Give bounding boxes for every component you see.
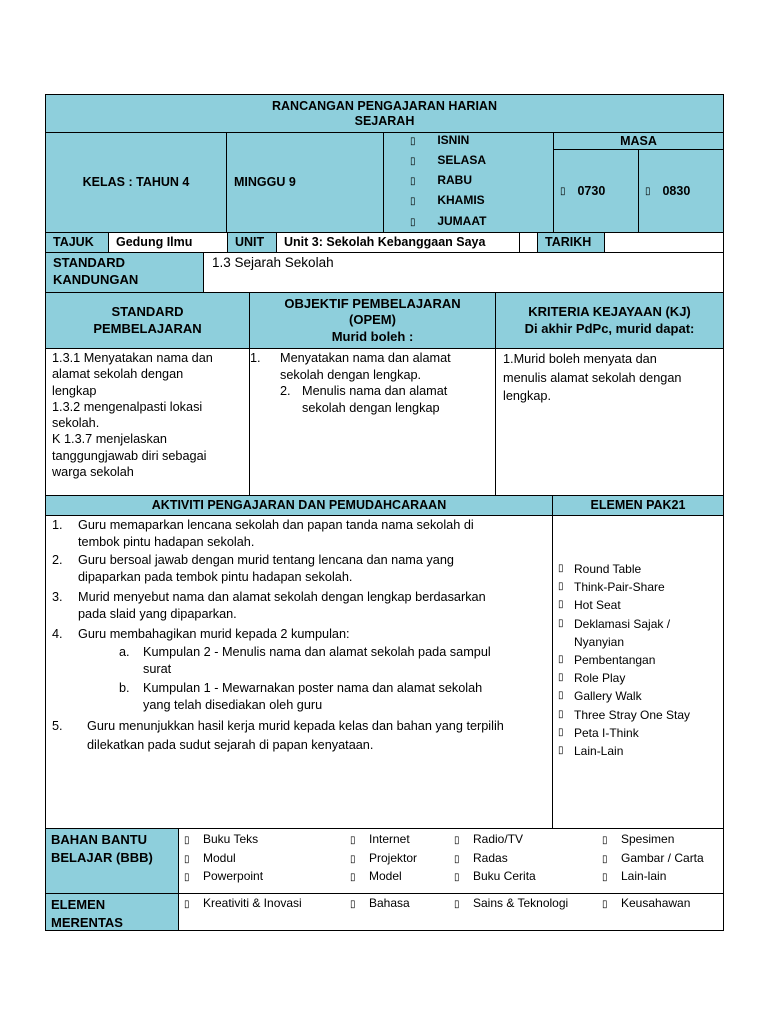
tarikh-label-cell: [537, 232, 605, 253]
aktiviti-subitem-num: a.: [119, 645, 130, 659]
option-label: Buku Teks: [203, 832, 259, 846]
op-item: [280, 383, 448, 416]
option-label: Buku Cerita: [473, 869, 536, 883]
pak21-header: ELEMEN PAK21: [590, 498, 686, 512]
option-checkbox-icon: ▯: [184, 853, 190, 865]
option-label: Powerpoint: [203, 869, 264, 883]
op-item-line: Menyatakan nama dan alamat: [280, 351, 451, 365]
option-label: Radio/TV: [473, 832, 524, 846]
unit-value: Unit 3: Sekolah Kebanggaan Saya: [284, 235, 486, 249]
pak21-item-label: Gallery Walk: [574, 689, 642, 704]
option-checkbox-icon: ▯: [350, 872, 356, 883]
option-checkbox-icon: ▯: [350, 853, 356, 865]
day-label: ISNIN: [437, 133, 470, 147]
aktiviti-item-line: Guru bersoal jawab dengan murid tentang lencana dan nama yang: [78, 553, 454, 567]
aktiviti-item: [52, 717, 504, 755]
sk-value: 1.3 Sejarah Sekolah: [212, 255, 334, 270]
kj-header-cell: [495, 292, 724, 349]
unit-label-cell: [227, 232, 277, 253]
tarikh-label: TARIKH: [545, 235, 592, 249]
aktiviti-item-num: 4.: [52, 627, 63, 641]
aktiviti-subitem-num: b.: [119, 681, 130, 695]
days-cell: [383, 132, 554, 233]
em-label-line2: MERENTAS: [51, 915, 123, 930]
option-item[interactable]: [184, 869, 263, 883]
day-label: RABU: [437, 173, 473, 187]
op-header-line3: Murid boleh :: [331, 328, 414, 344]
aktiviti-item: [52, 517, 474, 550]
option-checkbox-icon: ▯: [454, 899, 460, 910]
sp-line: alamat sekolah dengan: [52, 367, 184, 382]
tajuk-label-cell: [45, 232, 109, 253]
option-checkbox-icon: ▯: [184, 835, 190, 846]
aktiviti-content-cell: [45, 515, 553, 829]
sk-label-line1: STANDARD: [53, 255, 125, 270]
op-item-num: 2.: [280, 384, 291, 398]
pak21-item[interactable]: [558, 560, 723, 578]
option-label: Internet: [369, 832, 410, 846]
option-label: Gambar / Carta: [621, 850, 704, 865]
time-0730: 0730: [577, 183, 606, 198]
sp-line: tanggungjawab diri sebagai: [52, 448, 207, 463]
day-rabu[interactable]: [410, 173, 472, 189]
day-isnin[interactable]: [410, 133, 469, 149]
aktiviti-header-cell: [45, 495, 553, 516]
pak21-item[interactable]: [558, 706, 723, 724]
bbb-label-line1: BAHAN BANTU: [51, 832, 148, 847]
pak21-item-label: Peta I-Think: [574, 725, 639, 740]
pak21-item-label: Round Table: [574, 562, 642, 576]
time-0830-cell[interactable]: [638, 149, 724, 233]
sp-line: lengkap: [52, 383, 97, 398]
op-item-line: sekolah dengan lengkap.: [280, 367, 422, 382]
aktiviti-item-num: 1.: [52, 518, 63, 532]
sp-header-line2: PEMBELAJARAN: [93, 320, 202, 336]
unit-spacer-cell: [519, 232, 538, 253]
pak21-list: [558, 560, 723, 760]
sp-line: 1.3.1 Menyatakan nama dan: [52, 351, 213, 365]
pak21-header-cell: [552, 495, 724, 516]
option-label: Model: [369, 869, 402, 883]
aktiviti-subitem: [119, 644, 491, 677]
aktiviti-item-num: 5.: [52, 719, 63, 733]
day-jumaat[interactable]: [410, 214, 486, 230]
option-item[interactable]: [454, 851, 508, 865]
masa-label: MASA: [620, 133, 657, 148]
option-checkbox-icon: ▯: [454, 835, 460, 846]
tajuk-value-cell: [108, 232, 228, 253]
aktiviti-subitem: [119, 680, 483, 713]
pak21-checkbox-icon: ▯: [558, 708, 564, 720]
day-label: SELASA: [437, 153, 487, 167]
option-item[interactable]: [184, 851, 236, 865]
op-header-cell: [249, 292, 496, 349]
option-checkbox-icon: ▯: [602, 853, 608, 865]
pak21-item[interactable]: [558, 724, 723, 742]
pak21-checkbox-icon: ▯: [558, 672, 564, 684]
tarikh-value-cell[interactable]: [604, 232, 724, 253]
pak21-item[interactable]: [558, 669, 723, 687]
pak21-item-label: Hot Seat: [574, 598, 621, 613]
pak21-checkbox-icon: ▯: [558, 581, 564, 593]
unit-label: UNIT: [235, 235, 265, 249]
em-label-cell: [45, 893, 179, 931]
day-label: JUMAAT: [437, 214, 487, 228]
kj-line: 1.Murid boleh menyata dan: [503, 352, 657, 366]
em-options-cell: [178, 893, 724, 931]
kj-header-line2: Di akhir PdPc, murid dapat:: [524, 320, 695, 336]
bbb-label-cell: [45, 828, 179, 894]
day-checkbox-icon: ▯: [410, 136, 416, 147]
option-item[interactable]: [602, 851, 704, 865]
aktiviti-item-num: 2.: [52, 553, 63, 567]
sp-header-line1: STANDARD: [111, 304, 184, 319]
tajuk-value: Gedung Ilmu: [116, 235, 193, 249]
sk-label-line2: KANDUNGAN: [53, 271, 139, 287]
aktiviti-item-line: Guru menunjukkan hasil kerja murid kepada kelas dan bahan yang terpilih: [87, 719, 504, 733]
day-checkbox-icon: ▯: [410, 156, 416, 167]
pak21-item[interactable]: [558, 651, 723, 669]
option-checkbox-icon: ▯: [602, 872, 608, 883]
option-label: Kreativiti & Inovasi: [203, 896, 302, 910]
op-header-line1: OBJEKTIF PEMBELAJARAN: [284, 295, 461, 311]
sk-label-cell: [45, 252, 204, 293]
option-checkbox-icon: ▯: [350, 835, 356, 846]
option-item[interactable]: [350, 896, 410, 910]
kj-line: menulis alamat sekolah dengan: [503, 370, 682, 385]
option-item[interactable]: [350, 832, 410, 846]
option-item[interactable]: [454, 832, 523, 846]
pak21-checkbox-icon: ▯: [558, 744, 564, 756]
pak21-item[interactable]: [558, 596, 723, 614]
option-item[interactable]: [454, 896, 568, 910]
option-label: Radas: [473, 850, 508, 865]
option-item[interactable]: [602, 896, 690, 910]
tajuk-label: TAJUK: [53, 235, 94, 249]
option-item[interactable]: [602, 869, 666, 883]
aktiviti-item-line: Guru membahagikan murid kepada 2 kumpulan:: [78, 627, 350, 641]
op-item-line: sekolah dengan lengkap: [302, 400, 440, 415]
title-line2: SEJARAH: [354, 113, 415, 128]
pak21-item[interactable]: [558, 742, 723, 760]
pak21-item-label: Deklamasi Sajak /: [574, 616, 671, 631]
aktiviti-header: AKTIVITI PENGAJARAN DAN PEMUDAHCARAAN: [151, 498, 447, 512]
pak21-item[interactable]: [558, 578, 723, 596]
day-khamis[interactable]: [410, 193, 485, 209]
sp-header-cell: [45, 292, 250, 349]
pak21-checkbox-icon: ▯: [558, 653, 564, 665]
aktiviti-item-line: pada slaid yang dipaparkan.: [78, 606, 237, 621]
option-checkbox-icon: ▯: [184, 899, 190, 910]
sp-line: K 1.3.7 menjelaskan: [52, 432, 167, 447]
option-checkbox-icon: ▯: [454, 872, 460, 883]
pak21-item-label: Think-Pair-Share: [574, 580, 665, 595]
option-item[interactable]: [184, 832, 258, 846]
op-item-line: Menulis nama dan alamat: [302, 384, 448, 398]
kelas-text: KELAS : TAHUN 4: [82, 175, 190, 189]
aktiviti-item: [52, 626, 350, 643]
option-label: Sains & Teknologi: [473, 896, 569, 910]
title-line1: RANCANGAN PENGAJARAN HARIAN: [271, 98, 497, 113]
day-checkbox-icon: ▯: [410, 196, 416, 207]
sp-line: warga sekolah: [52, 465, 134, 480]
op-header-line2: (OPEM): [349, 312, 396, 328]
unit-value-cell: [276, 232, 520, 253]
time-checkbox-icon: ▯: [560, 185, 566, 197]
option-item[interactable]: [350, 869, 402, 883]
time-0730-cell[interactable]: [553, 149, 639, 233]
day-checkbox-icon: ▯: [410, 217, 416, 228]
aktiviti-item-line: surat: [143, 661, 172, 676]
minggu-cell: [226, 132, 384, 233]
option-item[interactable]: [184, 896, 302, 910]
aktiviti-item-line: Kumpulan 2 - Menulis nama dan alamat sekolah pada sampul: [143, 645, 491, 659]
op-item: [250, 350, 451, 383]
day-selasa[interactable]: [410, 153, 486, 169]
option-checkbox-icon: ▯: [350, 899, 356, 910]
op-item-num: 1.: [250, 351, 261, 365]
minggu-text: MINGGU 9: [234, 175, 296, 189]
option-label: Lain-lain: [621, 869, 667, 883]
pak21-checkbox-icon: ▯: [558, 599, 564, 611]
option-checkbox-icon: ▯: [454, 853, 460, 865]
option-item[interactable]: [602, 832, 674, 846]
kelas-cell: [45, 132, 227, 233]
option-checkbox-icon: ▯: [602, 899, 608, 910]
pak21-item-label: Role Play: [574, 671, 626, 686]
time-checkbox-icon: ▯: [645, 185, 651, 197]
kj-header-line1: KRITERIA KEJAYAAN (KJ): [528, 304, 691, 319]
option-checkbox-icon: ▯: [184, 872, 190, 883]
aktiviti-item-line: Kumpulan 1 - Mewarnakan poster nama dan alamat sekolah: [143, 681, 483, 695]
aktiviti-item-num: 3.: [52, 590, 63, 604]
day-checkbox-icon: ▯: [410, 176, 416, 187]
option-item[interactable]: [350, 851, 417, 865]
option-label: Bahasa: [369, 896, 410, 910]
title-cell: [45, 94, 724, 133]
aktiviti-item: [52, 589, 486, 622]
pak21-checkbox-icon: ▯: [558, 726, 564, 738]
aktiviti-item-line: tembok pintu hadapan sekolah.: [78, 534, 255, 549]
pak21-item[interactable]: [558, 687, 723, 705]
day-label: KHAMIS: [437, 193, 485, 207]
pak21-item-label: Three Stray One Stay: [574, 707, 691, 722]
pak21-item-label: Nyanyian: [574, 634, 625, 649]
option-checkbox-icon: ▯: [602, 835, 608, 846]
sk-value-cell: [203, 252, 724, 293]
pak21-checkbox-icon: ▯: [558, 617, 564, 629]
option-label: Modul: [203, 850, 236, 865]
pak21-item-label: Pembentangan: [574, 652, 656, 667]
aktiviti-item-line: Guru memaparkan lencana sekolah dan papan tanda nama sekolah di: [78, 518, 474, 532]
bbb-label-line2: BELAJAR (BBB): [51, 850, 153, 865]
aktiviti-item-line: yang telah disediakan oleh guru: [143, 697, 323, 712]
masa-label-cell: [553, 132, 724, 150]
pak21-content-cell: [552, 515, 724, 829]
option-item[interactable]: [454, 869, 536, 883]
aktiviti-item-line: Murid menyebut nama dan alamat sekolah dengan lengkap berdasarkan: [78, 590, 486, 604]
option-label: Keusahawan: [621, 896, 691, 910]
pak21-checkbox-icon: ▯: [558, 563, 564, 574]
aktiviti-item-line: dipaparkan pada tembok pintu hadapan sekolah.: [78, 569, 353, 584]
aktiviti-item: [52, 552, 454, 585]
pak21-item[interactable]: [558, 633, 723, 651]
aktiviti-item-line: dilekatkan pada sudut sejarah di papan kenyataan.: [87, 738, 374, 752]
option-label: Spesimen: [621, 832, 675, 846]
op-content-cell: [249, 348, 496, 496]
em-label-line1: ELEMEN: [51, 897, 106, 912]
bbb-options-cell: [178, 828, 724, 894]
sp-line: sekolah.: [52, 416, 100, 431]
pak21-checkbox-icon: ▯: [558, 690, 564, 702]
sp-line: 1.3.2 mengenalpasti lokasi: [52, 399, 203, 414]
pak21-item[interactable]: [558, 615, 723, 633]
sp-content-cell: [45, 348, 250, 496]
time-0830: 0830: [662, 183, 691, 198]
kj-line: lengkap.: [503, 389, 551, 403]
option-label: Projektor: [369, 850, 418, 865]
kj-content-cell: [495, 348, 724, 496]
pak21-item-label: Lain-Lain: [574, 743, 624, 758]
